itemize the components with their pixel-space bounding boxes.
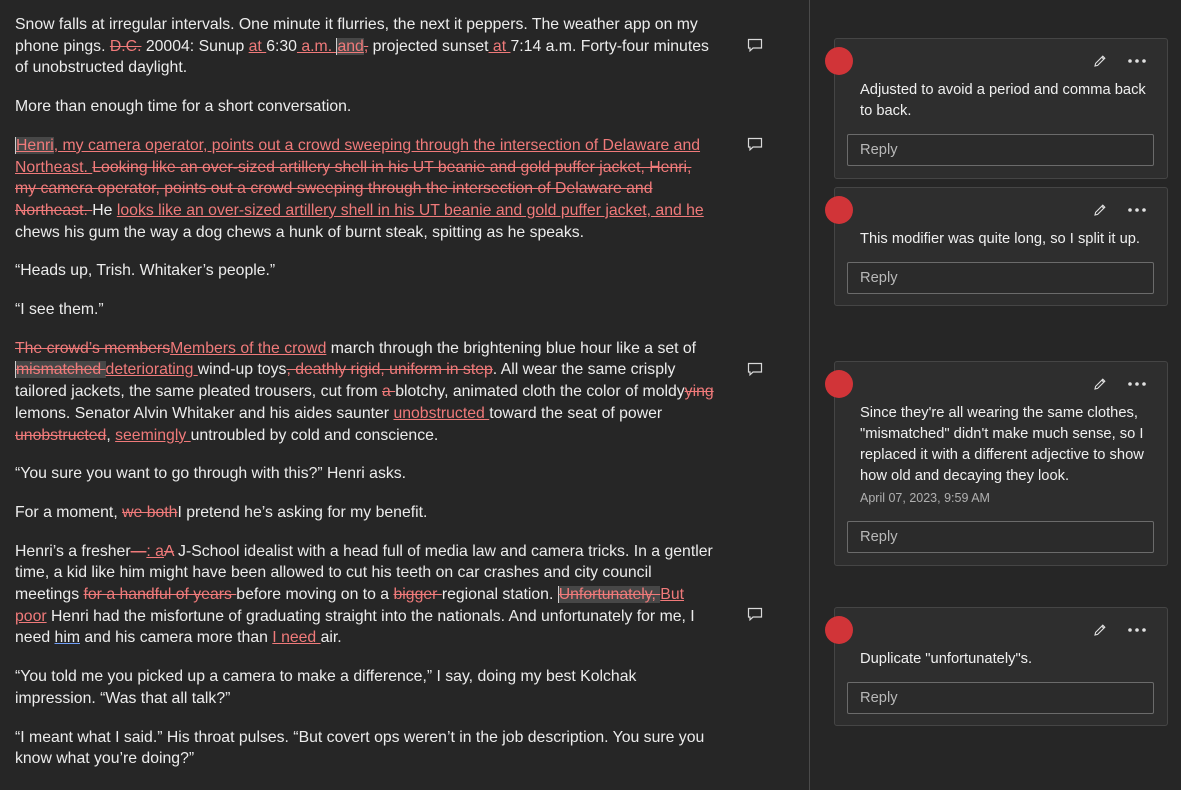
avatar	[825, 47, 853, 75]
insertion[interactable]: : a	[146, 542, 164, 560]
spelling-flag[interactable]: him	[54, 629, 80, 647]
avatar	[825, 196, 853, 224]
comment-card[interactable]	[834, 607, 1168, 726]
deletion[interactable]: Looking like an over-sized artillery shell in his UT beanie and gold puffer jacket, Henri, my camera operator, points out a crowd sweeping through the intersection of Delaware and Northeast.	[15, 158, 692, 219]
deletion[interactable]: ying	[684, 383, 714, 401]
pencil-icon[interactable]	[1093, 623, 1107, 637]
insertion[interactable]: , my camera operator, points out a crowd sweeping through the intersection of Delaware and Northeast.	[15, 136, 701, 176]
comment-card[interactable]	[834, 38, 1168, 179]
document-text[interactable]	[15, 14, 715, 787]
paragraph-7[interactable]: “You sure you want to go through with this?” Henri asks.	[15, 465, 407, 483]
avatar	[825, 370, 853, 398]
more-options-icon[interactable]	[1127, 381, 1147, 387]
comment-timestamp: April 07, 2023, 9:59 AM	[860, 491, 990, 505]
deletion[interactable]: Unfortunately,	[558, 586, 661, 604]
paragraph-11[interactable]: “I meant what I said.” His throat pulses. “But covert ops weren’t in the job description. You sure you know what you’re doing?”	[15, 728, 705, 768]
paragraph-10[interactable]: “You told me you picked up a camera to make a difference,” I say, doing my best Kolchak impression. “Was that all talk?”	[15, 668, 637, 707]
insertion[interactable]: looks like an over-sized artillery shell in his UT beanie and gold puffer jacket, and he	[116, 201, 704, 219]
deletion[interactable]: , deathly rigid, uniform in step	[286, 361, 493, 379]
deletion[interactable]: we both	[122, 503, 178, 521]
paragraph-3[interactable]: Henri, my camera operator, points out a crowd sweeping through the intersection of Delaware and Northeast. Looking like an over-sized artillery shell in his UT beanie and gold puffer jacket, Henri, my camera operator, points out a crowd sweeping through the intersection of Delaware and Northeast. He looks like an over-sized artillery shell in his UT beanie and gold puffer jacket, and he chews his gum the way a dog chews a hunk of burnt steak, spitting as he speaks.	[15, 136, 704, 241]
comment-icon[interactable]	[747, 137, 763, 151]
deletion[interactable]: bigger	[393, 586, 442, 604]
paragraph-1[interactable]: Snow falls at irregular intervals. One minute it flurries, the next it peppers. The weather app on my phone pings. D.C. 20004: Sunup at 6:30 a.m. and, projected sunset at 7:14 a.m. Forty-four minutes of unobstructed daylight.	[15, 16, 709, 77]
deletion[interactable]: for a handful of years	[83, 586, 237, 604]
insertion[interactable]: a.m.	[296, 37, 337, 55]
deletion[interactable]: ,	[363, 37, 369, 55]
avatar	[825, 616, 853, 644]
insertion[interactable]: and	[337, 37, 364, 55]
more-options-icon[interactable]	[1127, 207, 1147, 213]
insertion[interactable]: at	[488, 37, 511, 55]
insertion[interactable]: Henri	[16, 136, 54, 154]
comment-card[interactable]	[834, 361, 1168, 566]
insertion[interactable]: I need	[272, 629, 321, 647]
paragraph-6[interactable]: The crowd’s membersMembers of the crowd march through the brightening blue hour like a set of mismatched deteriorating wind-up toys, deathly rigid, uniform in step. All wear the same crisply tailored jackets, the same pleated trousers, cut from a blotchy, animated cloth the color of moldyying lemons. Senator Alvin Whitaker and his aides saunter unobstructed toward the seat of power unobstructed, seemingly untroubled by cold and conscience.	[15, 339, 714, 444]
pencil-icon[interactable]	[1093, 377, 1107, 391]
deletion[interactable]: unobstructed	[15, 426, 107, 444]
comment-text: This modifier was quite long, so I split it up.	[860, 231, 1141, 247]
deletion[interactable]: The crowd’s members	[15, 339, 171, 357]
reply-input[interactable]: Reply	[847, 134, 1154, 166]
comment-icon[interactable]	[747, 362, 763, 376]
deletion[interactable]: D.C.	[109, 37, 142, 55]
comment-text: Adjusted to avoid a period and comma back to back.	[860, 82, 1146, 119]
deletion[interactable]: a	[382, 383, 396, 401]
insertion[interactable]: deteriorating	[105, 361, 198, 379]
insertion[interactable]: But poor	[15, 586, 685, 625]
comment-text: Since they're all wearing the same clothes, "mismatched" didn't make much sense, so I replaced it with a different adjective to show how old and decaying they look.	[860, 405, 1144, 484]
insertion[interactable]: unobstructed	[393, 404, 490, 422]
deletion[interactable]: A	[163, 542, 174, 560]
reply-input[interactable]: Reply	[847, 682, 1154, 714]
paragraph-9[interactable]: Henri’s a fresher—: aA J-School idealist with a head full of media law and camera tricks. In a gentler time, a kid like him might have been allowed to cut his teeth on car crashes and city council meetings for a handful of years before moving on to a bigger regional station. Unfortunately, But poor Henri had the misfortune of graduating straight into the nationals. And unfortunately for me, I need him and his camera more than I need air.	[15, 542, 713, 647]
insertion[interactable]: at	[248, 37, 267, 55]
insertion[interactable]: seemingly	[115, 426, 191, 444]
paragraph-8[interactable]: For a moment, we bothI pretend he’s asking for my benefit.	[15, 503, 428, 521]
insertion[interactable]: Members of the crowd	[170, 339, 327, 357]
comment-text: Duplicate "unfortunately"s.	[860, 651, 1033, 667]
deletion[interactable]: —	[130, 542, 147, 560]
more-options-icon[interactable]	[1127, 627, 1147, 633]
paragraph-4[interactable]: “Heads up, Trish. Whitaker’s people.”	[15, 262, 276, 280]
paragraph-5[interactable]: “I see them.”	[15, 301, 104, 319]
paragraph-2[interactable]: More than enough time for a short conversation.	[15, 98, 352, 116]
reply-input[interactable]: Reply	[847, 521, 1154, 553]
pencil-icon[interactable]	[1093, 203, 1107, 217]
comment-icon[interactable]	[747, 38, 763, 52]
reply-input[interactable]: Reply	[847, 262, 1154, 294]
pencil-icon[interactable]	[1093, 54, 1107, 68]
more-options-icon[interactable]	[1127, 58, 1147, 64]
comment-card[interactable]	[834, 187, 1168, 306]
deletion[interactable]: mismatched	[16, 361, 106, 379]
comment-icon[interactable]	[747, 607, 763, 621]
